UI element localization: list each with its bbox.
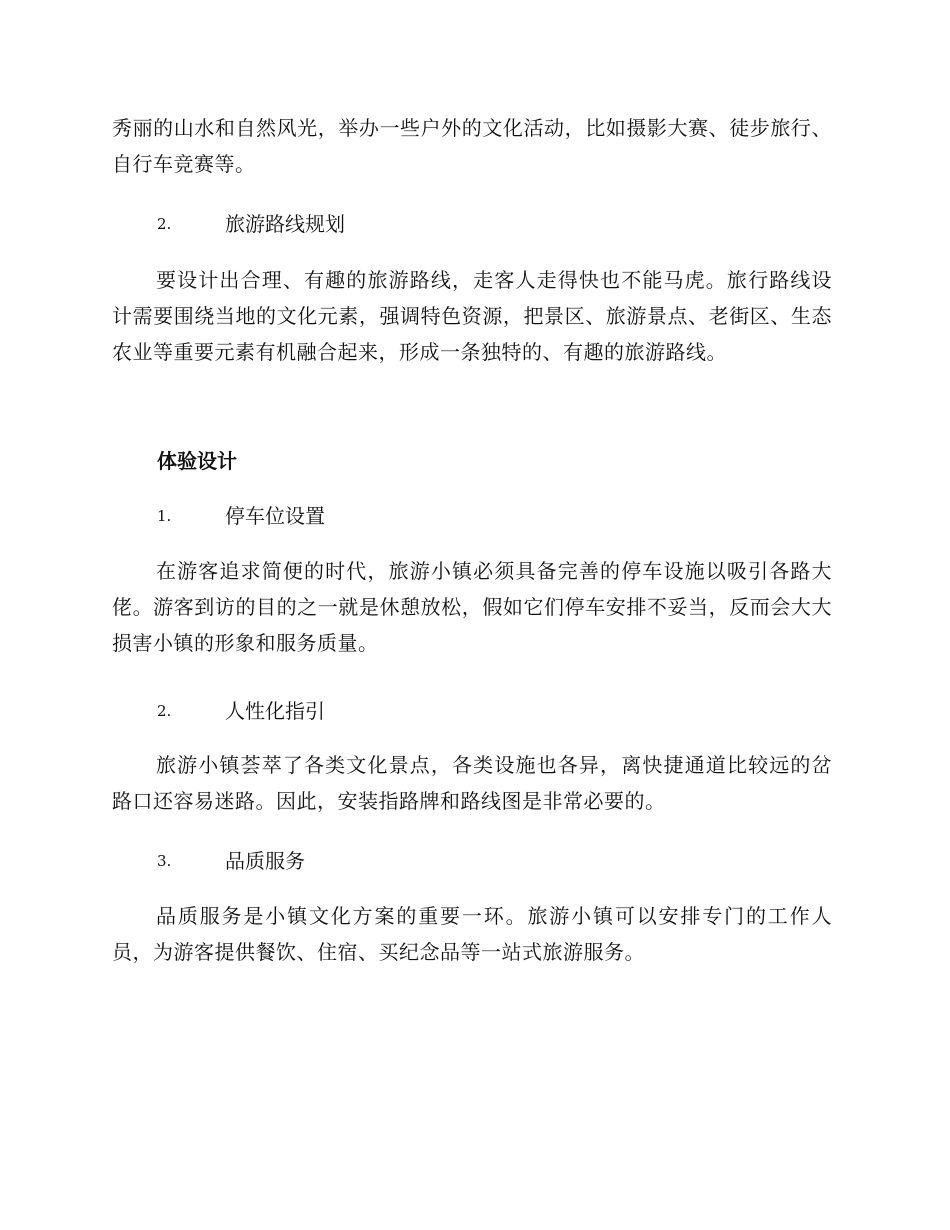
- list-title: 品质服务: [225, 849, 305, 873]
- list-title: 旅游路线规划: [225, 212, 345, 236]
- intro-paragraph: 秀丽的山水和自然风光，举办一些户外的文化活动，比如摄影大赛、徒步旅行、自行车竞赛等。: [112, 116, 832, 176]
- list-number: 1.: [157, 507, 172, 525]
- quality-service-paragraph: 品质服务是小镇文化方案的重要一环。旅游小镇可以安排专门的工作人员，为游客提供餐饮、住宿、买纪念品等一站式旅游服务。: [112, 904, 832, 964]
- parking-paragraph: 在游客追求简便的时代，旅游小镇必须具备完善的停车设施以吸引各路大佬。游客到访的目的之一就是休憩放松，假如它们停车安排不妥当，反而会大大损害小镇的形象和服务质量。: [112, 559, 832, 655]
- guidance-paragraph: 旅游小镇荟萃了各类文化景点，各类设施也各异，离快捷通道比较远的岔路口还容易迷路。因此，安装指路牌和路线图是非常必要的。: [112, 753, 832, 813]
- route-planning-paragraph: 要设计出合理、有趣的旅游路线，走客人走得快也不能马虎。旅行路线设计需要围绕当地的文化元素，强调特色资源，把景区、旅游景点、老街区、生态农业等重要元素有机融合起来，形成一条独特的、有趣的旅游路线。: [112, 268, 832, 364]
- list-number: 3.: [157, 852, 172, 870]
- section-heading-experience-design: 体验设计: [157, 449, 237, 473]
- list-title: 人性化指引: [225, 699, 325, 723]
- list-number: 2.: [157, 702, 172, 720]
- list-title: 停车位设置: [225, 504, 325, 528]
- list-number: 2.: [157, 215, 172, 233]
